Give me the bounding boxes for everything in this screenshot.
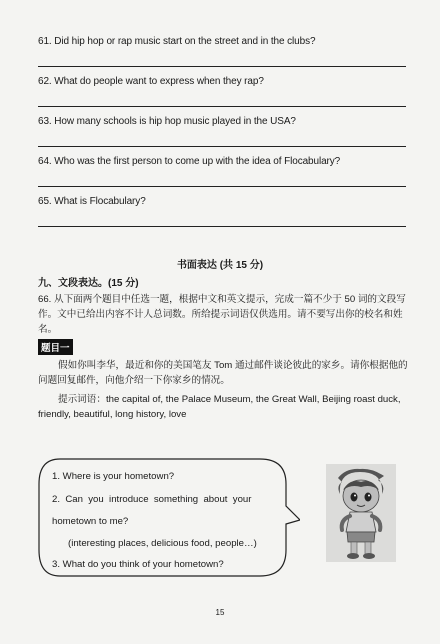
instruction-text: 66. 从下面两个题目中任选一题，根据中文和英文提示，完成一篇不少于 50 词的文段写作。文中已给出内容不计人总词数。所给提示词语仅供选用。请不要写出你的校名和姓名。 [38, 294, 406, 335]
answer-line-65[interactable] [38, 226, 406, 227]
answer-line-64[interactable] [38, 186, 406, 187]
question-65: 65. What is Flocabulary? [38, 196, 146, 207]
bubble-question-2-hint: (interesting places, delicious food, people…) [68, 538, 257, 549]
topic-text: 假如你叫李华，最近和你的美国笔友 Tom 通过邮件谈论彼此的家乡。请你根据他的问题回复邮件，向他介绍一下你家乡的情况。 [38, 360, 408, 386]
hint-words: 提示词语：the capital of, the Palace Museum, the Great Wall, Beijing roast duck, friendly, beautiful, long history, love [38, 394, 401, 420]
section-heading: 九、文段表达。(15 分) [38, 278, 139, 289]
bubble-question-2: 2. Can you introduce something about your [52, 494, 252, 505]
bubble-question-1: 1. Where is your hometown? [52, 471, 175, 482]
bubble-question-2-cont: hometown to me? [52, 516, 129, 527]
writing-section-title: 书面表达 (共 15 分) [176, 260, 264, 271]
answer-line-61[interactable] [38, 66, 406, 67]
question-62: 62. What do people want to express when they rap? [38, 76, 264, 87]
question-64: 64. Who was the first person to come up with the idea of Flocabulary? [38, 156, 341, 167]
page-number: 15 [215, 608, 225, 617]
answer-line-62[interactable] [38, 106, 406, 107]
cartoon-boy-icon [326, 464, 396, 562]
question-61: 61. Did hip hop or rap music start on the street and in the clubs? [38, 36, 316, 47]
answer-line-63[interactable] [38, 146, 406, 147]
cartoon-boy-image [326, 464, 396, 562]
question-63: 63. How many schools is hip hop music played in the USA? [38, 116, 296, 127]
topic-tag: 题目一 [38, 339, 73, 355]
bubble-question-3: 3. What do you think of your hometown? [52, 559, 224, 570]
